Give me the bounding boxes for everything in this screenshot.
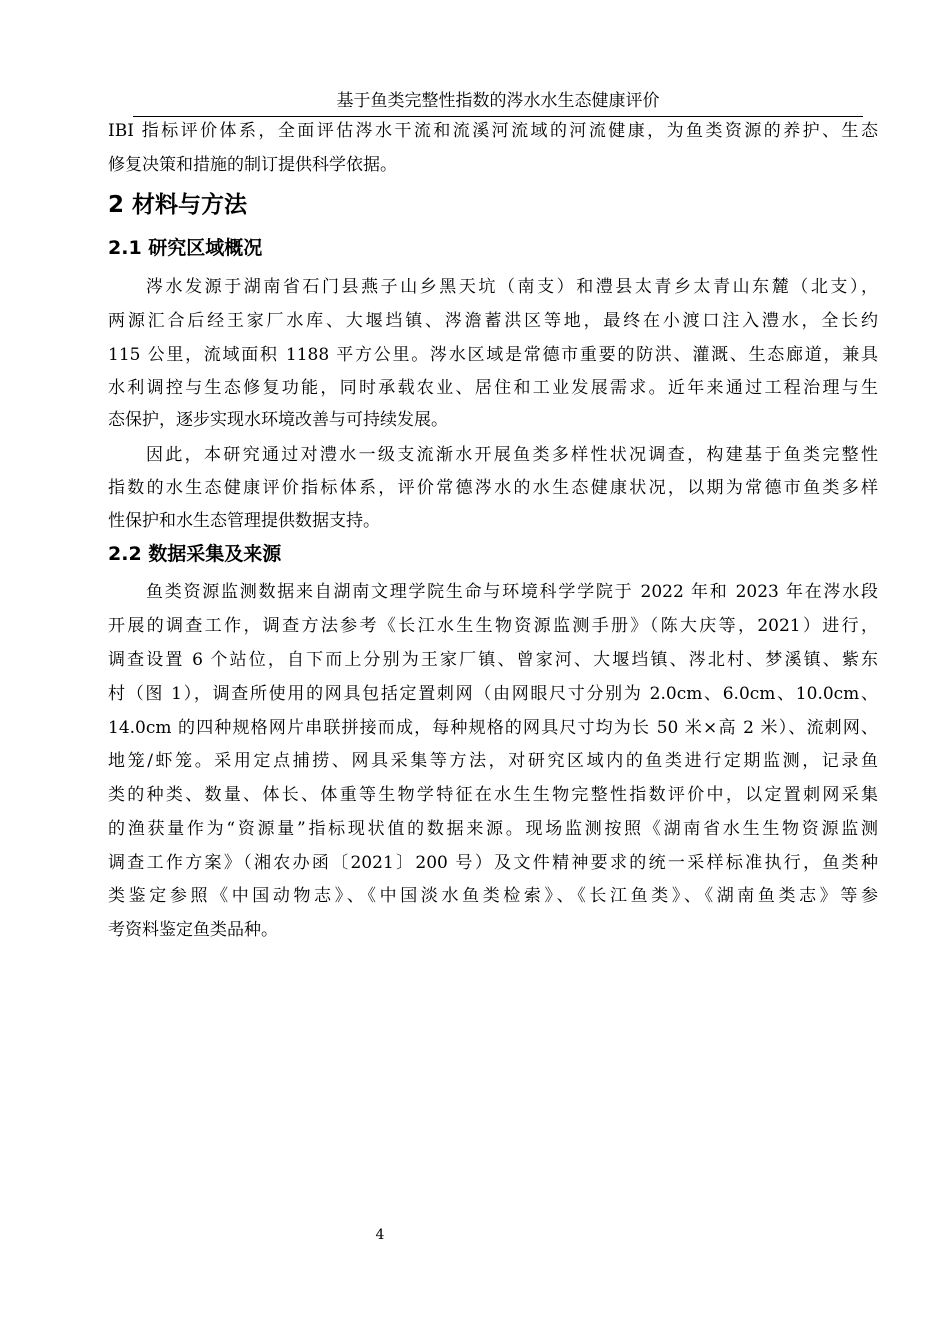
paragraph-line: 地笼/虾笼。采用定点捕捞、网具采集等方法，对研究区域内的鱼类进行定期监测，记录鱼 (108, 751, 878, 771)
paragraph-line: 鱼类资源监测数据来自湖南文理学院生命与环境科学学院于 2022 年和 2023 年在涔水段 (146, 582, 878, 602)
paragraph-line: 调查设置 6 个站位，自下而上分别为王家厂镇、曾家河、大堰垱镇、涔北村、梦溪镇、紫东 (108, 650, 878, 670)
paragraph-line: 115 公里，流域面积 1188 平方公里。涔水区域是常德市重要的防洪、灌溉、生态廊道，兼具 (108, 345, 878, 365)
page-number: 4 (375, 1227, 385, 1243)
section-heading-2-2: 2.2 数据采集及来源 (108, 543, 282, 565)
paragraph-line: 村（图 1），调查所使用的网具包括定置刺网（由网眼尺寸分别为 2.0cm、6.0cm、10.0cm、 (108, 684, 878, 704)
paragraph-line: 两源汇合后经王家厂水库、大堰垱镇、涔澹蓄洪区等地，最终在小渡口注入澧水，全长约 (108, 311, 878, 331)
paragraph-line: 开展的调查工作，调查方法参考《长江水生生物资源监测手册》（陈大庆等，2021）进行， (108, 616, 878, 636)
paragraph-line: 指数的水生态健康评价指标体系，评价常德涔水的水生态健康状况，以期为常德市鱼类多样 (108, 478, 878, 498)
paragraph-line: 水利调控与生态修复功能，同时承载农业、居住和工业发展需求。近年来通过工程治理与生 (108, 378, 878, 398)
paragraph-line: 14.0cm 的四种规格网片串联拼接而成，每种规格的网具尺寸均为长 50 米×高 2 米）、流刺网、 (108, 718, 878, 738)
paragraph-line: 考资料鉴定鱼类品种。 (108, 920, 278, 940)
section-heading-2-1: 2.1 研究区域概况 (108, 237, 263, 259)
paragraph-line: 类的种类、数量、体长、体重等生物学特征在水生生物完整性指数评价中，以定置刺网采集 (108, 785, 878, 805)
paragraph-line: 的渔获量作为“资源量”指标现状值的数据来源。现场监测按照《湖南省水生生物资源监测 (108, 819, 878, 839)
section-heading-2: 2 材料与方法 (108, 192, 248, 218)
paragraph-line: 性保护和水生态管理提供数据支持。 (108, 511, 380, 531)
intro-line: IBI 指标评价体系，全面评估涔水干流和流溪河流域的河流健康，为鱼类资源的养护、生态 (108, 121, 878, 141)
paragraph-line: 态保护，逐步实现水环境改善与可持续发展。 (108, 410, 448, 430)
paragraph-line: 调查工作方案》（湘农办函〔2021〕200 号）及文件精神要求的统一采样标准执行，鱼类种 (108, 853, 878, 873)
paragraph-line: 因此，本研究通过对澧水一级支流渐水开展鱼类多样性状况调查，构建基于鱼类完整性 (146, 445, 878, 465)
paragraph-line: 涔水发源于湖南省石门县燕子山乡黑天坑（南支）和澧县太青乡太青山东麓（北支）， (146, 277, 878, 297)
paragraph-line: 类鉴定参照《中国动物志》、《中国淡水鱼类检索》、《长江鱼类》、《湖南鱼类志》等参 (108, 886, 878, 906)
running-header: 基于鱼类完整性指数的涔水水生态健康评价 (133, 90, 863, 117)
intro-line: 修复决策和措施的制订提供科学依据。 (108, 155, 397, 175)
